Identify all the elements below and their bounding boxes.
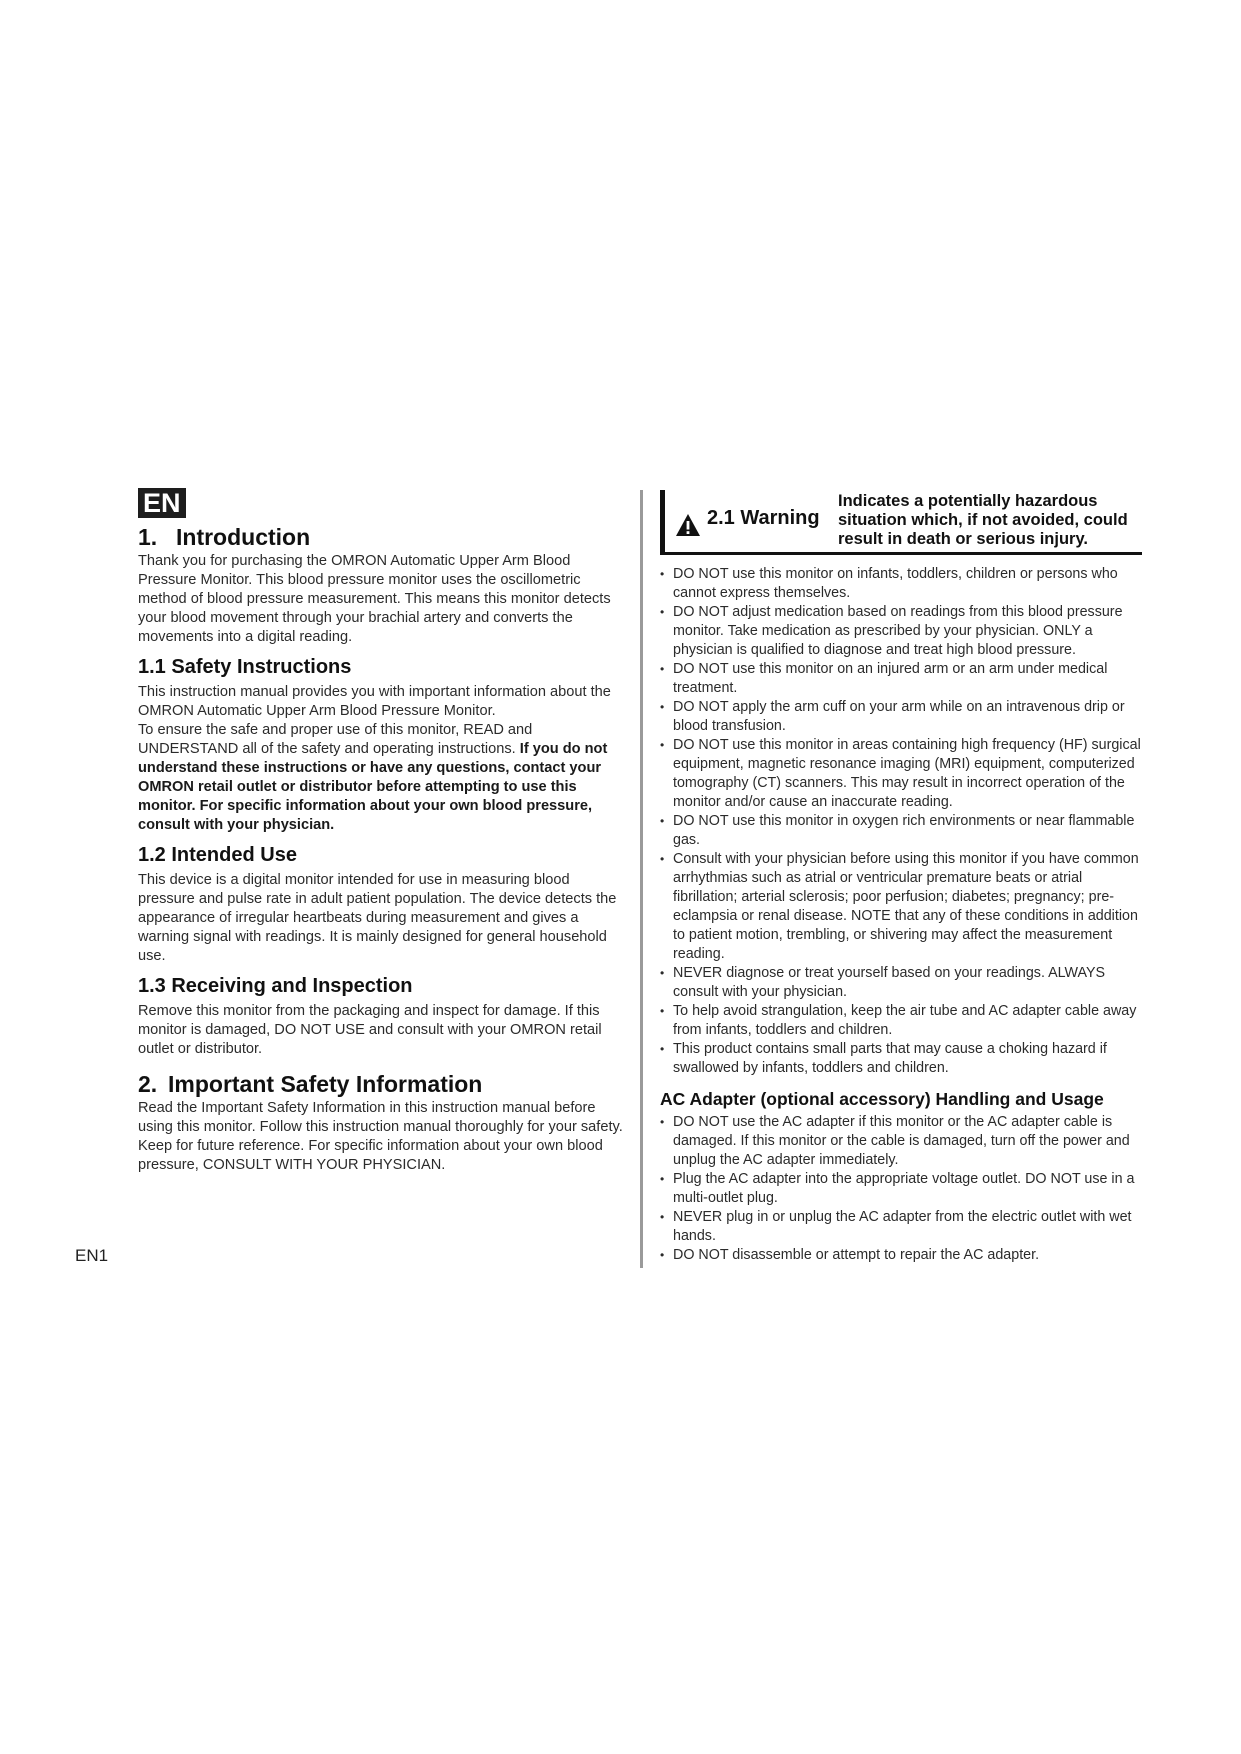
left-column — [138, 488, 624, 1175]
list-item: • DO NOT apply the arm cuff on your arm while on an intravenous drip or blood transfusion. — [660, 698, 1142, 736]
important-safety-text-1: Read the Important Safety Information in this instruction manual before using this monitor. Follow this instruction manual thoroughly for your safety. — [138, 1100, 623, 1135]
introduction-title: Introduction — [176, 524, 311, 550]
intended-use-heading: 1.2 Intended Use — [138, 844, 297, 866]
list-item: • Consult with your physician before using this monitor if you have common arrhythmias such as atrial or ventricular premature beats or atrial fibrillation; arterial sclerosis; poor perfusion; diabetes; pregnancy; pre-eclampsia or renal disease. NOTE that any of these conditions in addition to patient motion, trembling, or shivering may affect the measurement reading. — [660, 850, 1142, 964]
receiving-text: Remove this monitor from the packaging and inspect for damage. If this monitor is damaged, DO NOT USE and consult with your OMRON retail outlet or distributor. — [138, 1003, 602, 1057]
list-item: • DO NOT use this monitor in oxygen rich environments or near flammable gas. — [660, 812, 1142, 850]
column-divider — [640, 490, 643, 1268]
warning-description: Indicates a potentially hazardous situation which, if not avoided, could result in death or serious injury. — [838, 492, 1128, 548]
safety-instructions-text-1: This instruction manual provides you with important information about the OMRON Automatic Upper Arm Blood Pressure Monitor. — [138, 684, 611, 719]
safety-instructions-heading: 1.1 Safety Instructions — [138, 656, 352, 678]
warning-list — [660, 565, 1142, 1078]
intended-use-text: This device is a digital monitor intended for use in measuring blood pressure and pulse rate in adult patient population. The device detects the appearance of irregular heartbeats during measurement and gives a warning signal with readings. It is mainly designed for general household use. — [138, 872, 617, 964]
ac-adapter-heading: AC Adapter (optional accessory) Handling and Usage — [660, 1089, 1104, 1109]
right-column — [660, 490, 1142, 1265]
list-item: • DO NOT use this monitor in areas containing high frequency (HF) surgical equipment, magnetic resonance imaging (MRI) equipment, computerized tomography (CT) scanners. This may result in incorrect operation of the monitor and/or cause an inaccurate reading. — [660, 736, 1142, 812]
safety-instructions-text-2-regular: To ensure the safe and proper use of this monitor, READ and UNDERSTAND all of the safety and operating instructions. — [138, 722, 533, 757]
list-item: • DO NOT use the AC adapter if this monitor or the AC adapter cable is damaged. If this monitor or the cable is damaged, turn off the power and unplug the AC adapter immediately. — [660, 1113, 1142, 1170]
list-item: • DO NOT disassemble or attempt to repair the AC adapter. — [660, 1246, 1142, 1265]
language-badge: EN — [138, 488, 186, 518]
warning-title: 2.1 Warning — [707, 507, 820, 529]
list-item: • To help avoid strangulation, keep the air tube and AC adapter cable away from infants, toddlers and children. — [660, 1002, 1142, 1040]
receiving-heading: 1.3 Receiving and Inspection — [138, 975, 413, 997]
list-item: • DO NOT use this monitor on an injured arm or an arm under medical treatment. — [660, 660, 1142, 698]
safety-instructions-text-bold: If you do not understand these instructions or have any questions, contact your OMRON retail outlet or distributor before attempting to use this monitor. For specific information about your own blood pressure, consult with your physician. — [138, 741, 608, 833]
introduction-heading — [138, 524, 624, 551]
list-item: • This product contains small parts that may cause a choking hazard if swallowed by infants, toddlers and children. — [660, 1040, 1142, 1078]
list-item: • DO NOT use this monitor on infants, toddlers, children or persons who cannot express themselves. — [660, 565, 1142, 603]
list-item: • NEVER plug in or unplug the AC adapter from the electric outlet with wet hands. — [660, 1208, 1142, 1246]
list-item: • NEVER diagnose or treat yourself based on your readings. ALWAYS consult with your physician. — [660, 964, 1142, 1002]
list-item: • DO NOT adjust medication based on readings from this blood pressure monitor. Take medication as prescribed by your physician. ONLY a physician is qualified to diagnose and treat high blood pressure. — [660, 603, 1142, 660]
warning-header-box — [660, 490, 1142, 555]
introduction-text: Thank you for purchasing the OMRON Automatic Upper Arm Blood Pressure Monitor. This blood pressure monitor uses the oscillometric method of blood pressure measurement. This means this monitor detects your blood movement through your brachial artery and converts the movements into a digital reading. — [138, 553, 611, 645]
important-safety-title: Important Safety Information — [168, 1071, 483, 1097]
important-safety-heading — [138, 1071, 624, 1098]
list-item: • Plug the AC adapter into the appropriate voltage outlet. DO NOT use in a multi-outlet plug. — [660, 1170, 1142, 1208]
ac-adapter-list — [660, 1113, 1142, 1265]
page-number: EN1 — [75, 1246, 109, 1265]
introduction-number: 1. — [138, 524, 158, 550]
important-safety-text-2: Keep for future reference. For specific information about your own blood pressure, CONSULT WITH YOUR PHYSICIAN. — [138, 1138, 603, 1173]
safety-instructions-text-2 — [138, 721, 624, 835]
warning-triangle-icon — [675, 513, 701, 537]
important-safety-number: 2. — [138, 1071, 158, 1097]
